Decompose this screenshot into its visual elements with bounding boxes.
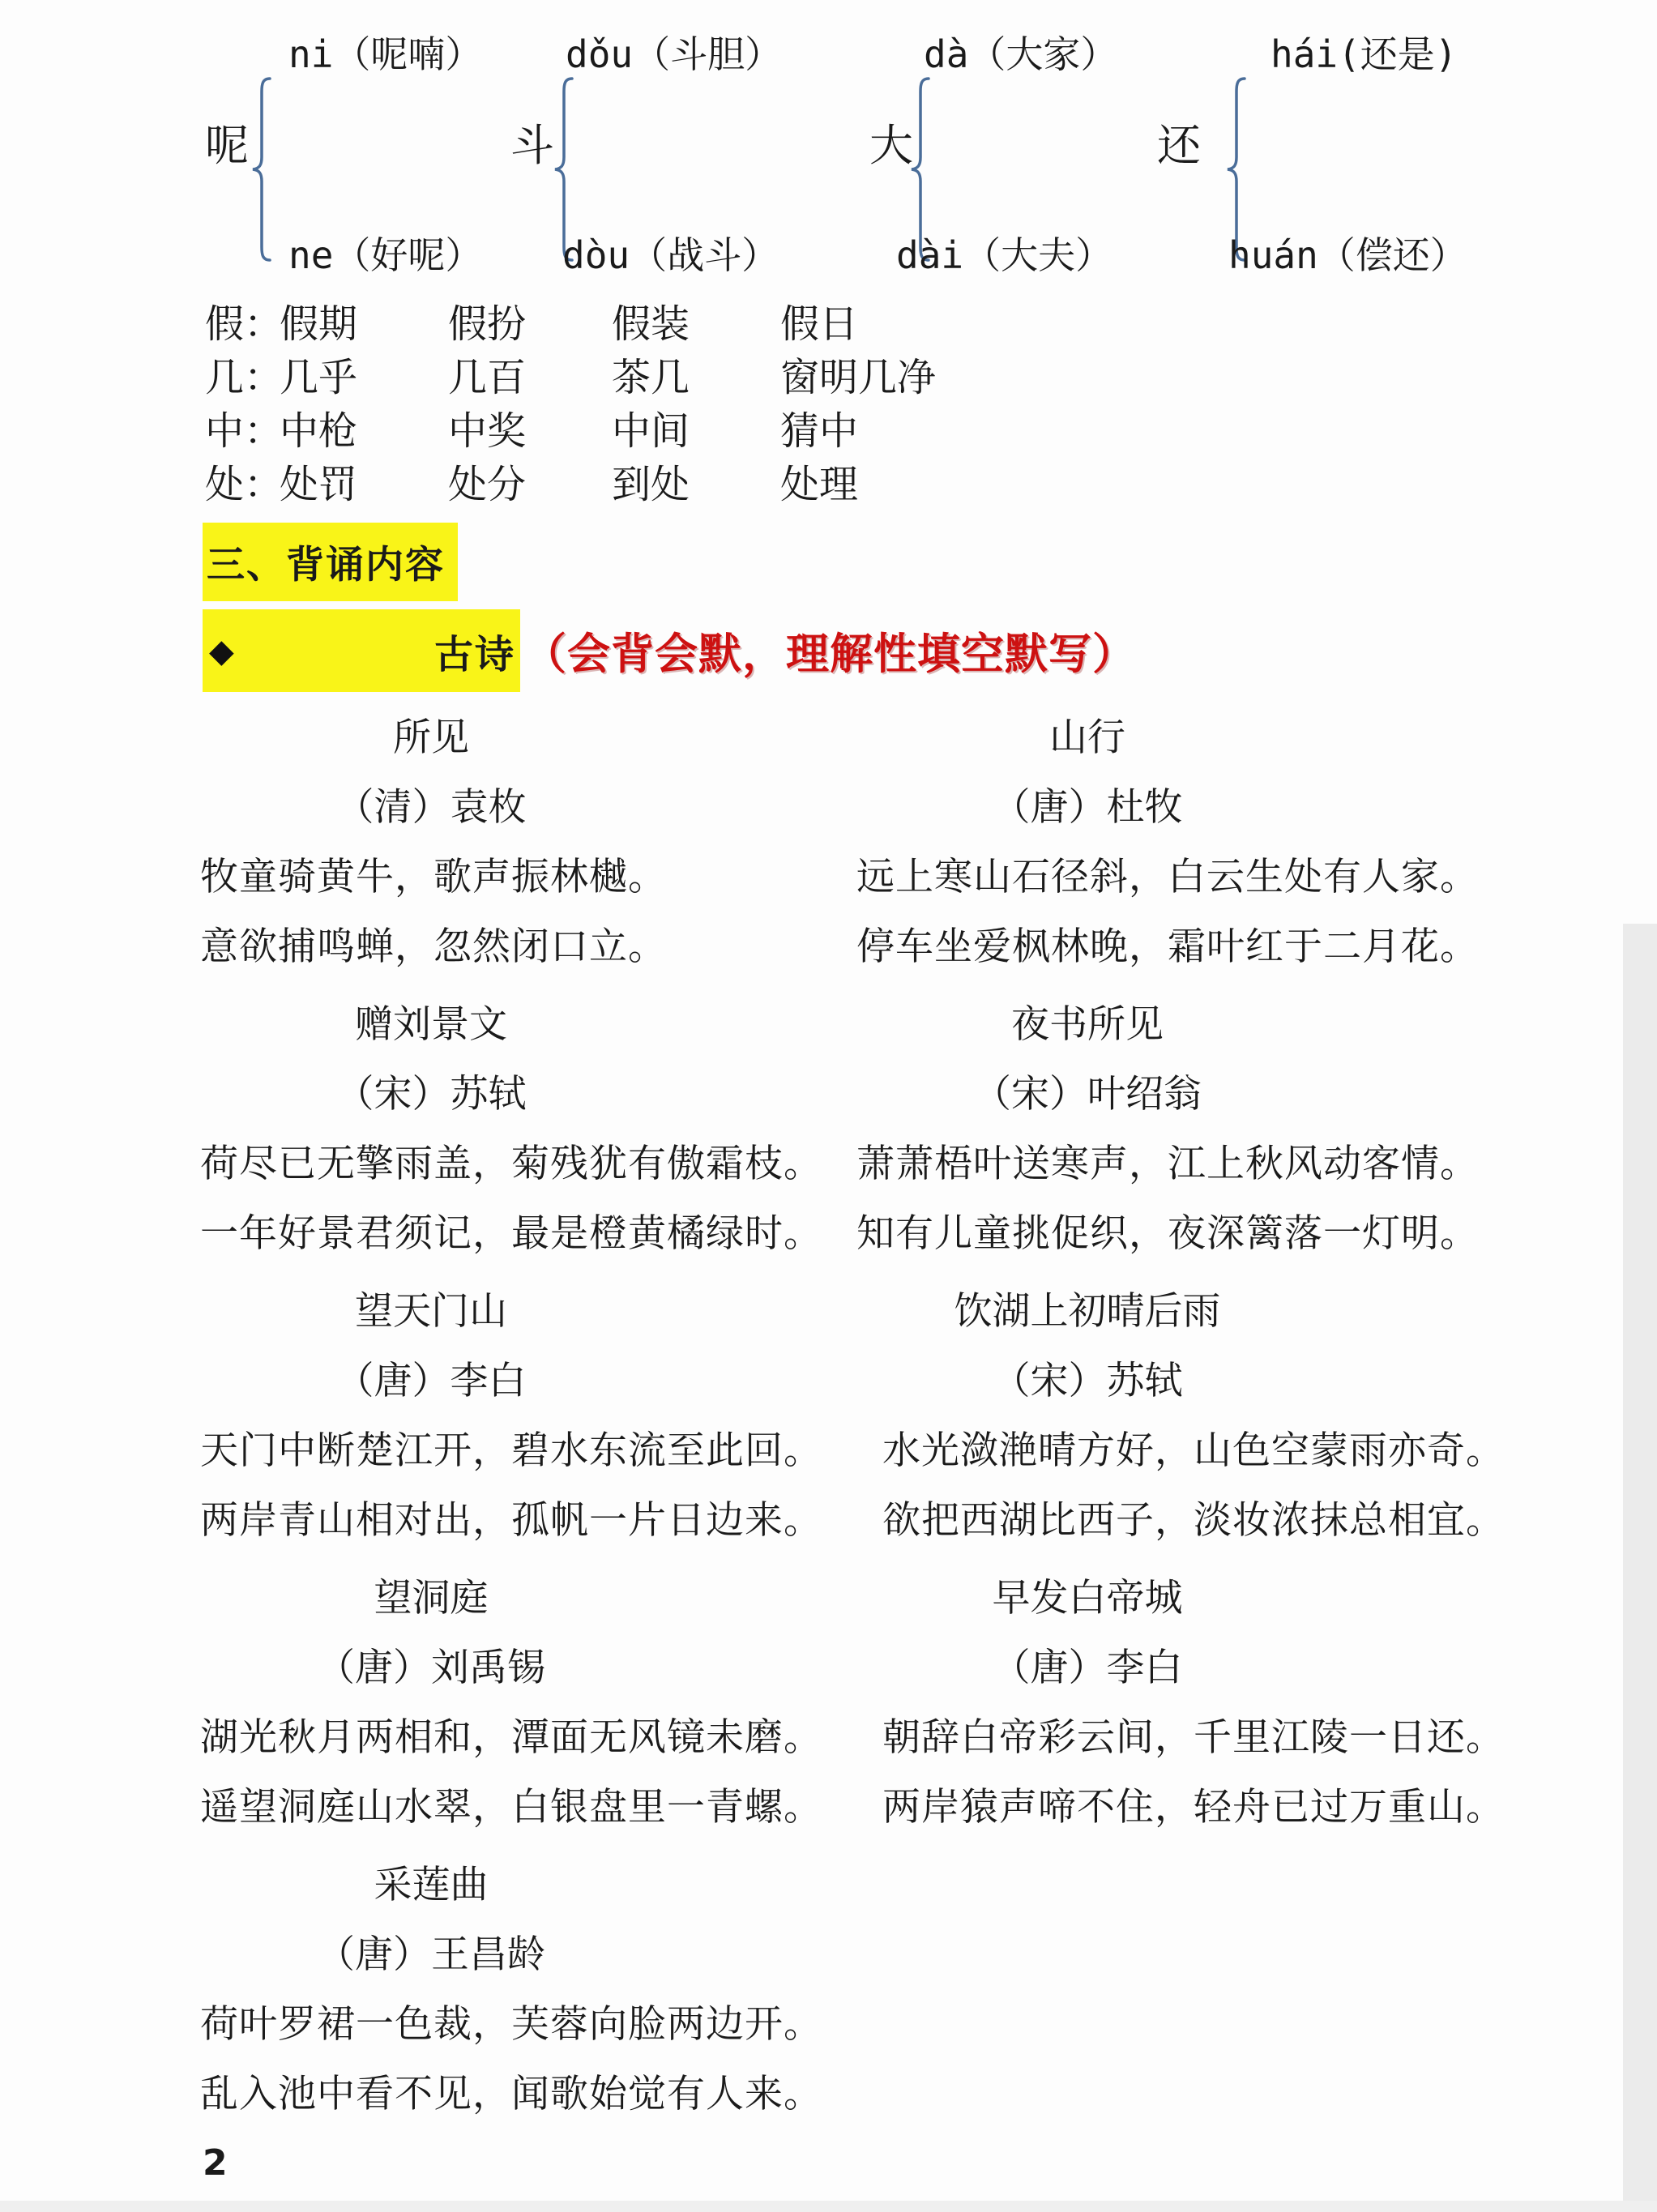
subsection-annotation: （会背会默，理解性填空默写） (523, 630, 1136, 678)
poem-line: 欲把西湖比西子，淡妆浓抹总相宜。 (882, 1500, 1505, 1542)
word: 中奖 (448, 410, 527, 453)
pinyin-reading-top: hái(还是) (1271, 32, 1458, 76)
poem (200, 1277, 822, 1556)
page-edge-right (1623, 924, 1657, 2212)
poem-author: （清）袁枚 (335, 787, 527, 829)
poem-title: 山行 (1049, 717, 1125, 759)
poem (200, 990, 822, 1269)
subsection-title: 古诗 (433, 633, 515, 677)
poem-line: 荷尽已无擎雨盖，菊残犹有傲霜枝。 (200, 1143, 822, 1185)
word: 茶几 (612, 357, 690, 399)
poem-line: 意欲捕鸣蝉，忽然闭口立。 (200, 926, 667, 968)
pinyin-reading-bottom: dài（大夫） (896, 233, 1113, 277)
polyphone-character: 大 (869, 122, 913, 170)
subsection-row (203, 609, 1136, 692)
pinyin-reading-bottom: dòu（战斗） (562, 233, 779, 277)
word: 假期 (280, 303, 358, 346)
word: 几百 (448, 357, 527, 399)
poem-line: 牧童骑黄牛，歌声振林樾。 (200, 856, 667, 899)
subsection-highlight (203, 609, 520, 692)
poem-author: （宋）苏轼 (335, 1074, 527, 1116)
word-row-label: 中： (205, 410, 284, 453)
poem-title: 望洞庭 (374, 1578, 489, 1620)
poem (856, 1277, 1505, 1556)
word-row-label: 假： (205, 303, 284, 346)
poem-line: 远上寒山石径斜，白云生处有人家。 (856, 856, 1479, 899)
poem (200, 1564, 822, 1843)
poem-title: 采莲曲 (374, 1864, 489, 1907)
page-number: 2 (203, 2142, 228, 2184)
poem-title: 赠刘景文 (355, 1004, 507, 1046)
word: 中枪 (280, 410, 358, 453)
poem (856, 990, 1479, 1269)
word: 窗明几净 (780, 357, 937, 399)
word: 处罚 (280, 463, 358, 506)
poem-author: （唐）杜牧 (992, 787, 1183, 829)
poem-column-right (856, 703, 1529, 2137)
pinyin-reading-top: ni（呢喃） (288, 32, 483, 76)
poem-line: 湖光秋月两相和，潭面无风镜未磨。 (200, 1717, 822, 1759)
poem-title: 夜书所见 (1011, 1004, 1164, 1046)
page-edge-bottom (0, 2201, 1657, 2212)
word-row (205, 352, 936, 405)
poem-line: 朝辞白帝彩云间，千里江陵一日还。 (882, 1717, 1505, 1759)
word-list-section (205, 298, 936, 512)
pinyin-reading-bottom: huán（偿还） (1228, 233, 1467, 277)
poem-author: （宋）叶绍翁 (973, 1074, 1202, 1116)
poem-title: 望天门山 (355, 1291, 507, 1333)
poem-line: 荷叶罗裙一色裁，芙蓉向脸两边开。 (200, 2004, 822, 2046)
diamond-bullet-icon: ◆ (209, 632, 234, 669)
word-row-label: 处： (205, 463, 284, 506)
poem-line: 天门中断楚江开，碧水东流至此回。 (200, 1430, 822, 1472)
polyphone-section (0, 0, 1657, 320)
poem-line: 知有儿童挑促织，夜深篱落一灯明。 (856, 1213, 1479, 1255)
word: 中间 (612, 410, 690, 453)
polyphone-character: 呢 (205, 122, 249, 170)
poem (856, 1564, 1505, 1843)
poem-title: 早发白帝城 (992, 1578, 1183, 1620)
poem (200, 703, 667, 982)
word-row (205, 298, 936, 352)
poem-author: （唐）王昌龄 (317, 1934, 545, 1976)
polyphone-character: 斗 (510, 122, 554, 170)
word: 几乎 (280, 357, 358, 399)
brace-icon (250, 76, 275, 263)
word-row (205, 459, 936, 512)
poem-author: （唐）李白 (992, 1647, 1183, 1689)
pinyin-reading-top: dǒu（斗胆） (566, 32, 783, 76)
polyphone-character: 还 (1157, 122, 1201, 170)
pinyin-reading-bottom: ne（好呢） (288, 233, 483, 277)
poem-title: 所见 (393, 717, 469, 759)
poem-line: 水光潋滟晴方好，山色空蒙雨亦奇。 (882, 1430, 1505, 1472)
poem-line: 停车坐爱枫林晚，霜叶红于二月花。 (856, 926, 1479, 968)
poem-line: 两岸猿声啼不住，轻舟已过万重山。 (882, 1787, 1505, 1829)
poem-area (0, 703, 1657, 2137)
poem-line: 乱入池中看不见，闻歌始觉有人来。 (200, 2073, 822, 2116)
section-heading: 三、背诵内容 (203, 523, 458, 601)
poem-author: （唐）刘禹锡 (317, 1647, 545, 1689)
word: 猜中 (780, 410, 859, 453)
pinyin-reading-top: dà（大家） (924, 32, 1118, 76)
poem-line: 一年好景君须记，最是橙黄橘绿时。 (200, 1213, 822, 1255)
poem-column-left (200, 703, 856, 2137)
word: 到处 (612, 463, 690, 506)
word: 假扮 (448, 303, 527, 346)
poem-author: （宋）苏轼 (992, 1360, 1183, 1403)
word: 处分 (448, 463, 527, 506)
poem-title: 饮湖上初晴后雨 (954, 1291, 1221, 1333)
poem-author: （唐）李白 (335, 1360, 527, 1403)
word-row (205, 405, 936, 459)
word: 假装 (612, 303, 690, 346)
word: 假日 (780, 303, 859, 346)
poem (200, 1851, 822, 2129)
poem-line: 遥望洞庭山水翠，白银盘里一青螺。 (200, 1787, 822, 1829)
word: 处理 (780, 463, 859, 506)
poem-line: 两岸青山相对出，孤帆一片日边来。 (200, 1500, 822, 1542)
poem-line: 萧萧梧叶送寒声，江上秋风动客情。 (856, 1143, 1479, 1185)
word-row-label: 几： (205, 357, 284, 399)
poem (856, 703, 1479, 982)
